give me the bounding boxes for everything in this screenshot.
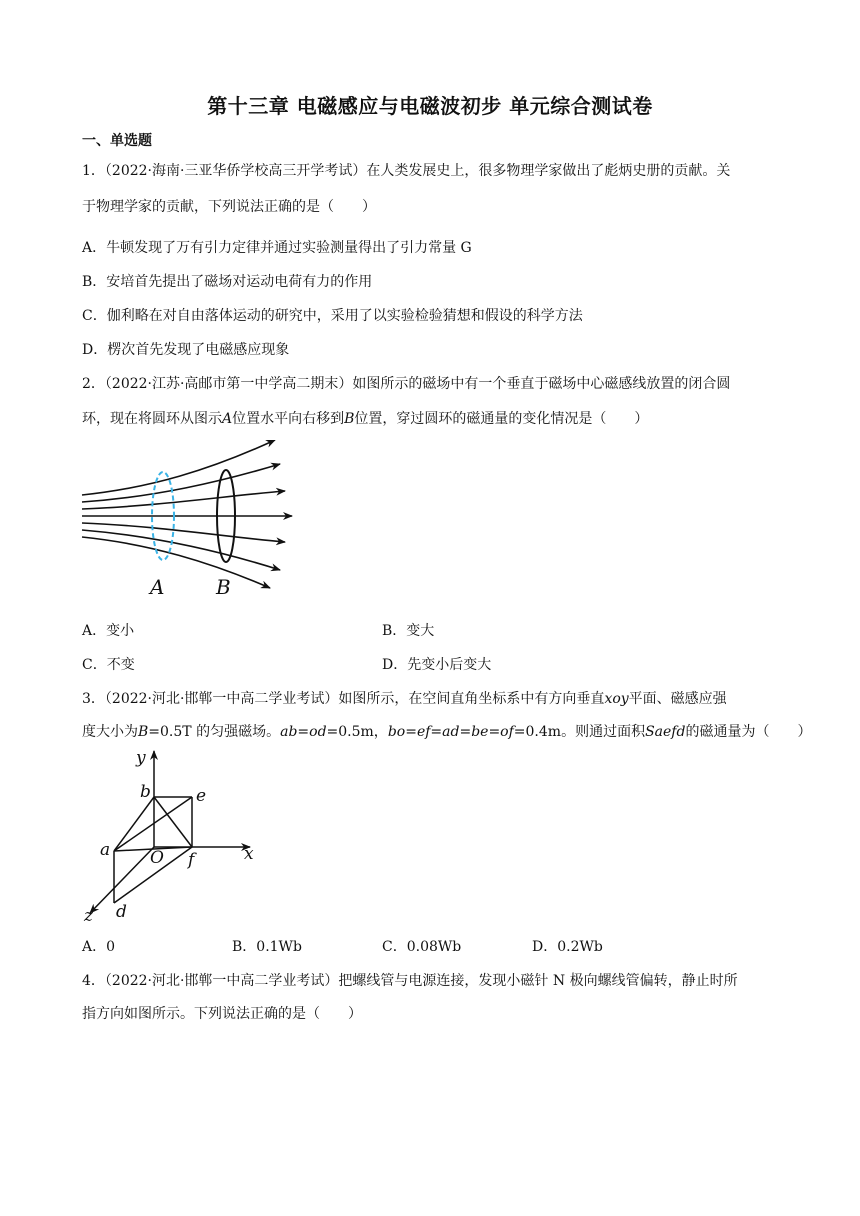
field-line: [82, 537, 270, 588]
coordinate-figure: [80, 745, 270, 925]
label-z: z: [84, 906, 93, 925]
label-e: e: [196, 786, 207, 806]
section-heading: 一、单选题: [82, 133, 152, 149]
magnetic-field-figure: [80, 440, 300, 600]
q1-option-d: D．楞次首先发现了电磁感应现象: [82, 342, 290, 358]
q3-stem-line1: 3．（2022·河北·邯郸一中高二学业考试）如图所示，在空间直角坐标系中有方向垂直xoy平面、磁感应强: [82, 691, 727, 707]
q3-option-d: D．0.2Wb: [532, 939, 603, 955]
label-a: a: [100, 840, 111, 860]
page-title: 第十三章 电磁感应与电磁波初步 单元综合测试卷: [207, 94, 653, 118]
q4-stem-line2: 指方向如图所示。下列说法正确的是（ ）: [82, 1006, 362, 1022]
q4-stem-line1: 4．（2022·河北·邯郸一中高二学业考试）把螺线管与电源连接，发现小磁针 N 极向螺线管偏转，静止时所: [82, 973, 738, 989]
q3-option-a: A．0: [82, 939, 116, 955]
q1-option-c: C．伽利略在对自由落体运动的研究中，采用了以实验检验猜想和假设的科学方法: [82, 308, 583, 324]
q1-option-b: B．安培首先提出了磁场对运动电荷有力的作用: [82, 274, 373, 290]
label-y: y: [136, 748, 146, 768]
label-o: O: [150, 848, 164, 868]
q2-stem-line1: 2．（2022·江苏·高邮市第一中学高二期末）如图所示的磁场中有一个垂直于磁场中心磁感线放置的闭合圆: [82, 376, 731, 392]
field-line: [82, 530, 280, 570]
field-line: [82, 464, 280, 502]
q3-option-c: C．0.08Wb: [382, 939, 462, 955]
q2-option-d: D．先变小后变大: [382, 657, 492, 673]
label-b: b: [140, 782, 151, 802]
q2-option-a: A．变小: [82, 623, 135, 639]
figure-label-b: B: [216, 575, 231, 599]
label-f: f: [188, 850, 195, 870]
label-d: d: [116, 902, 127, 922]
q3-option-b: B．0.1Wb: [232, 939, 302, 955]
q2-option-b: B．变大: [382, 623, 435, 639]
q1-stem-line2: 于物理学家的贡献，下列说法正确的是（ ）: [82, 199, 376, 215]
label-x: x: [244, 844, 254, 864]
q2-stem-line2: 环，现在将圆环从图示A位置水平向右移到B位置，穿过圆环的磁通量的变化情况是（ ）: [82, 411, 649, 427]
figure-label-a: A: [150, 575, 165, 599]
q1-option-a: A．牛顿发现了万有引力定律并通过实验测量得出了引力常量 G: [82, 240, 472, 256]
q1-stem-line1: 1．（2022·海南·三亚华侨学校高三开学考试）在人类发展史上，很多物理学家做出了彪炳史册的贡献。关: [82, 163, 731, 179]
q3-stem-line2: 度大小为B=0.5T 的匀强磁场。ab=od=0.5m，bo=ef=ad=be=of=0.4m。则通过面积Saefd的磁通量为（ ）: [82, 724, 812, 740]
q2-option-c: C．不变: [82, 657, 135, 673]
field-line: [82, 440, 275, 495]
